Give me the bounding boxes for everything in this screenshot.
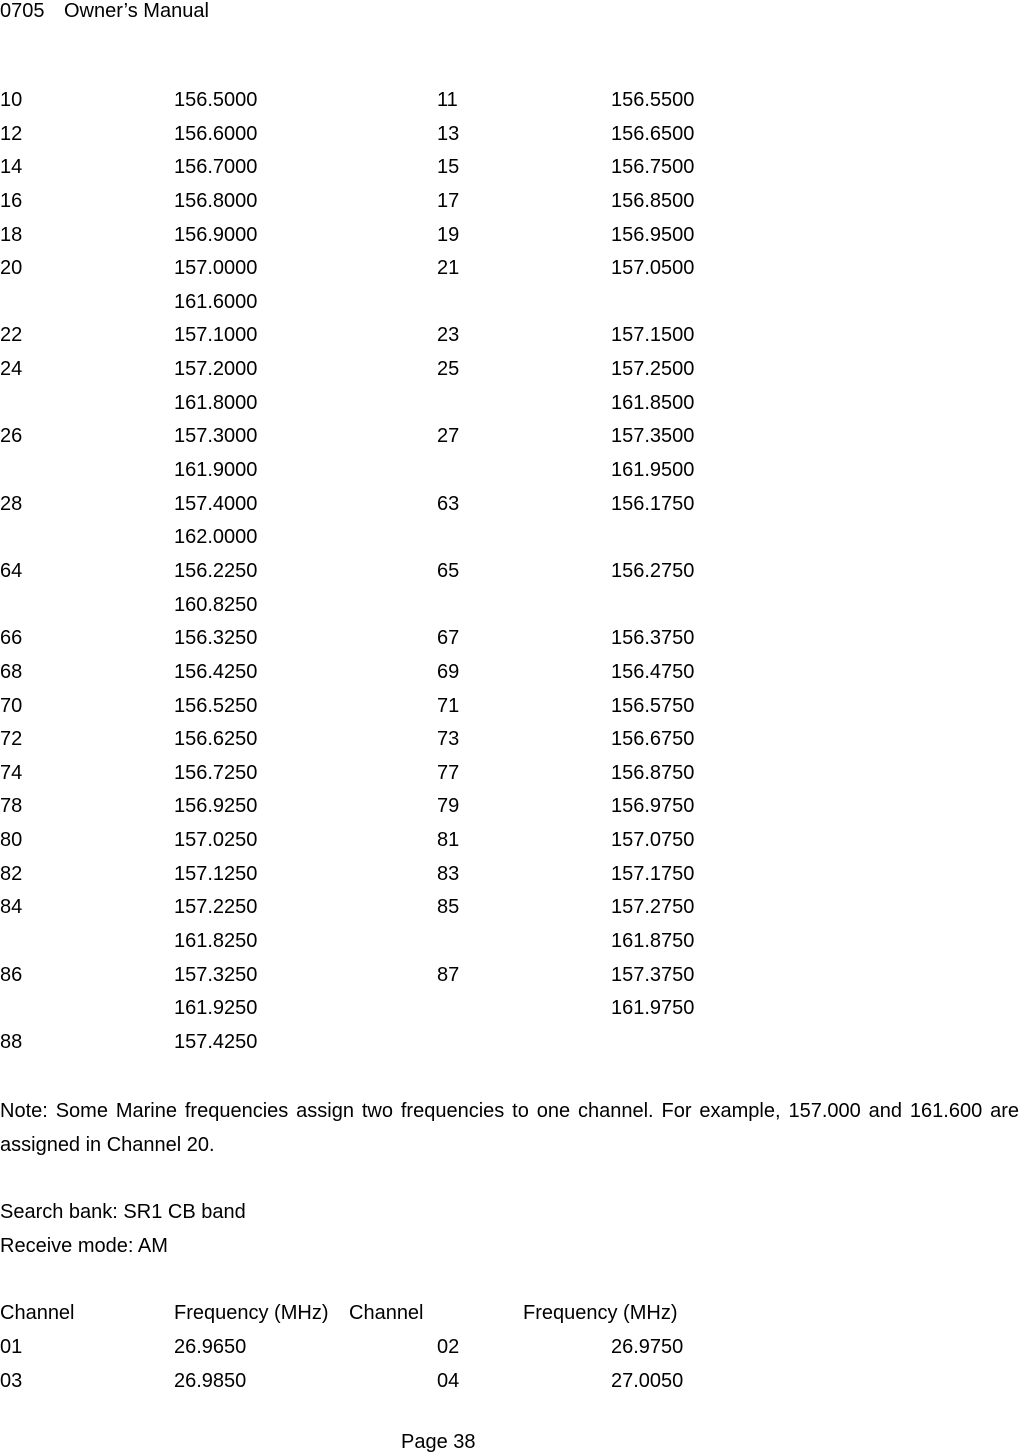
channel-cell: 80 bbox=[0, 829, 23, 852]
channel-cell: 15 bbox=[437, 156, 460, 179]
frequency-cell: 156.5750 bbox=[611, 694, 695, 717]
search-bank-line: Search bank: SR1 CB band bbox=[0, 1201, 246, 1223]
frequency-cell: 156.8000 bbox=[174, 189, 258, 212]
column-header-channel: Channel bbox=[349, 1302, 424, 1324]
frequency-cell: 26.9850 bbox=[174, 1370, 247, 1392]
channel-cell: 65 bbox=[437, 559, 460, 582]
channel-cell: 02 bbox=[437, 1336, 460, 1358]
frequency-cell: 157.1750 bbox=[611, 862, 695, 885]
channel-cell: 73 bbox=[437, 728, 460, 751]
frequency-cell: 156.8750 bbox=[611, 761, 695, 784]
channel-cell: 16 bbox=[0, 189, 23, 212]
frequency-cell: 156.2750 bbox=[611, 559, 695, 582]
frequency-cell: 157.1500 bbox=[611, 324, 695, 347]
column-header-frequency: Frequency (MHz) bbox=[523, 1302, 678, 1324]
frequency-cell: 156.9000 bbox=[174, 223, 258, 246]
doc-title: Owner’s Manual bbox=[64, 0, 209, 22]
channel-cell: 70 bbox=[0, 694, 23, 717]
frequency-cell: 161.9750 bbox=[611, 997, 695, 1020]
frequency-cell: 156.7250 bbox=[174, 761, 258, 784]
channel-cell: 14 bbox=[0, 156, 23, 179]
channel-cell: 68 bbox=[0, 660, 23, 683]
frequency-cell: 156.1750 bbox=[611, 492, 695, 515]
cb-table-header bbox=[0, 1301, 1019, 1325]
frequency-cell: 156.3250 bbox=[174, 627, 258, 650]
frequency-cell: 156.6500 bbox=[611, 122, 695, 145]
frequency-cell: 157.0750 bbox=[611, 829, 695, 852]
receive-mode-line: Receive mode: AM bbox=[0, 1235, 168, 1257]
frequency-cell: 157.3500 bbox=[611, 425, 695, 448]
channel-cell: 78 bbox=[0, 795, 23, 818]
frequency-cell: 26.9750 bbox=[611, 1336, 684, 1358]
channel-cell: 72 bbox=[0, 728, 23, 751]
channel-cell: 69 bbox=[437, 660, 460, 683]
column-header-channel: Channel bbox=[0, 1302, 75, 1324]
channel-cell: 22 bbox=[0, 324, 23, 347]
frequency-cell: 156.4750 bbox=[611, 660, 695, 683]
frequency-cell: 161.9500 bbox=[611, 459, 695, 482]
channel-cell: 66 bbox=[0, 627, 23, 650]
frequency-cell: 157.3250 bbox=[174, 963, 258, 986]
channel-cell: 67 bbox=[437, 627, 460, 650]
channel-cell: 28 bbox=[0, 492, 23, 515]
frequency-cell: 157.0000 bbox=[174, 257, 258, 280]
frequency-cell: 156.5000 bbox=[174, 89, 258, 111]
frequency-cell: 157.4000 bbox=[174, 492, 258, 515]
frequency-cell: 157.3750 bbox=[611, 963, 695, 986]
frequency-cell: 161.8250 bbox=[174, 930, 258, 953]
channel-cell: 63 bbox=[437, 492, 460, 515]
frequency-cell: 27.0050 bbox=[611, 1370, 684, 1392]
channel-cell: 86 bbox=[0, 963, 23, 986]
frequency-cell: 161.6000 bbox=[174, 290, 258, 313]
channel-cell: 79 bbox=[437, 795, 460, 818]
frequency-cell: 156.7500 bbox=[611, 156, 695, 179]
frequency-cell: 157.0500 bbox=[611, 257, 695, 280]
channel-cell: 21 bbox=[437, 257, 460, 280]
frequency-cell: 161.8000 bbox=[174, 391, 258, 414]
frequency-cell: 157.2000 bbox=[174, 358, 258, 381]
frequency-cell: 161.8750 bbox=[611, 930, 695, 953]
channel-cell: 25 bbox=[437, 358, 460, 381]
frequency-cell: 162.0000 bbox=[174, 526, 258, 549]
frequency-cell: 156.5250 bbox=[174, 694, 258, 717]
frequency-cell: 157.1250 bbox=[174, 862, 258, 885]
frequency-cell: 161.9000 bbox=[174, 459, 258, 482]
channel-cell: 23 bbox=[437, 324, 460, 347]
channel-cell: 24 bbox=[0, 358, 23, 381]
frequency-cell: 157.2500 bbox=[611, 358, 695, 381]
frequency-cell: 161.8500 bbox=[611, 391, 695, 414]
channel-cell: 71 bbox=[437, 694, 460, 717]
page-header bbox=[0, 0, 209, 22]
channel-cell: 04 bbox=[437, 1370, 460, 1392]
channel-cell: 11 bbox=[437, 89, 458, 111]
channel-cell: 10 bbox=[0, 89, 23, 111]
frequency-cell: 160.8250 bbox=[174, 593, 258, 616]
frequency-cell: 156.7000 bbox=[174, 156, 258, 179]
channel-cell: 74 bbox=[0, 761, 23, 784]
channel-cell: 88 bbox=[0, 1030, 23, 1053]
channel-cell: 82 bbox=[0, 862, 23, 885]
channel-cell: 12 bbox=[0, 122, 23, 145]
channel-cell: 18 bbox=[0, 223, 23, 246]
frequency-cell: 156.4250 bbox=[174, 660, 258, 683]
channel-cell: 27 bbox=[437, 425, 460, 448]
frequency-cell: 157.2250 bbox=[174, 896, 258, 919]
frequency-cell: 156.6250 bbox=[174, 728, 258, 751]
frequency-cell: 161.9250 bbox=[174, 997, 258, 1020]
frequency-cell: 156.9250 bbox=[174, 795, 258, 818]
channel-cell: 13 bbox=[437, 122, 460, 145]
channel-cell: 01 bbox=[0, 1336, 23, 1358]
frequency-cell: 156.9750 bbox=[611, 795, 695, 818]
channel-cell: 26 bbox=[0, 425, 23, 448]
frequency-cell: 157.1000 bbox=[174, 324, 258, 347]
frequency-cell: 156.8500 bbox=[611, 189, 695, 212]
frequency-cell: 157.2750 bbox=[611, 896, 695, 919]
doc-number: 0705 bbox=[0, 0, 45, 22]
page-number: Page 38 bbox=[401, 1431, 476, 1453]
channel-cell: 85 bbox=[437, 896, 460, 919]
channel-cell: 19 bbox=[437, 223, 460, 246]
note-paragraph: Note: Some Marine frequencies assign two frequencies to one channel. For example, 157.000 and 161.600 are assigned in Channel 20. bbox=[0, 1100, 1019, 1156]
channel-cell: 77 bbox=[437, 761, 460, 784]
channel-cell: 81 bbox=[437, 829, 460, 852]
frequency-cell: 156.6750 bbox=[611, 728, 695, 751]
frequency-cell: 157.4250 bbox=[174, 1030, 258, 1053]
channel-cell: 03 bbox=[0, 1370, 23, 1392]
channel-cell: 84 bbox=[0, 896, 23, 919]
frequency-cell: 156.6000 bbox=[174, 122, 258, 145]
frequency-cell: 156.2250 bbox=[174, 559, 258, 582]
frequency-cell: 26.9650 bbox=[174, 1336, 247, 1358]
column-header-frequency: Frequency (MHz) bbox=[174, 1302, 329, 1324]
frequency-cell: 156.5500 bbox=[611, 89, 695, 111]
frequency-cell: 156.3750 bbox=[611, 627, 695, 650]
channel-cell: 64 bbox=[0, 559, 23, 582]
frequency-cell: 156.9500 bbox=[611, 223, 695, 246]
channel-cell: 20 bbox=[0, 257, 23, 280]
channel-cell: 83 bbox=[437, 862, 460, 885]
frequency-cell: 157.3000 bbox=[174, 425, 258, 448]
frequency-cell: 157.0250 bbox=[174, 829, 258, 852]
channel-cell: 17 bbox=[437, 189, 460, 212]
channel-cell: 87 bbox=[437, 963, 460, 986]
